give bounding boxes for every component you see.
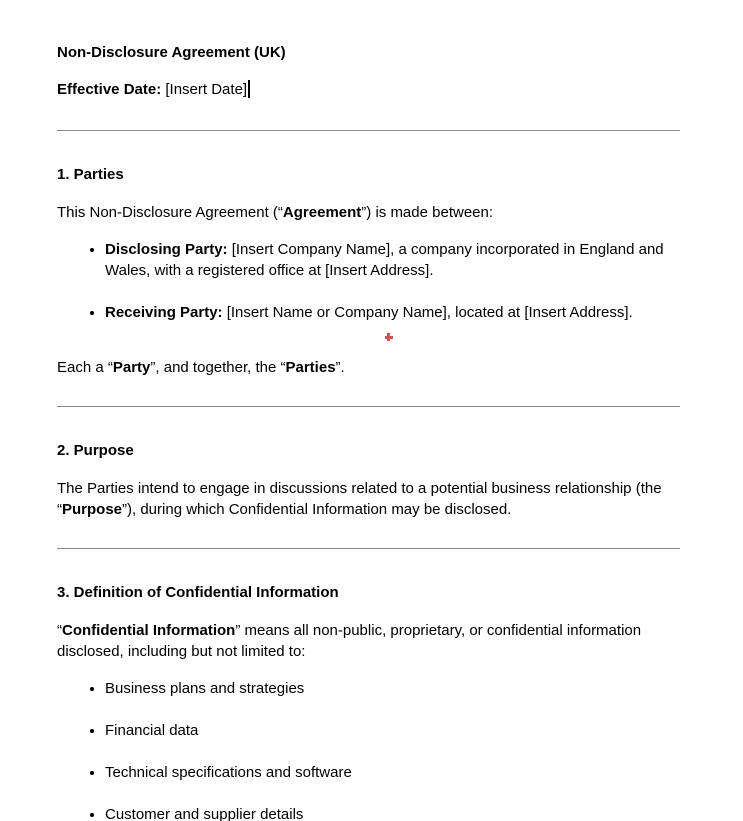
section-1-closing-text: Each a “Party”, and together, the “Parties”. [57, 359, 345, 376]
section-1-heading-text: 1. Parties [57, 166, 124, 183]
effective-date-line [57, 79, 680, 100]
section-3-body [57, 620, 680, 662]
list-item [105, 678, 672, 699]
plus-marker-icon [385, 333, 393, 341]
list-item [105, 720, 672, 741]
confidential-item-text: Business plans and strategies [105, 680, 305, 697]
section-3-heading [57, 582, 680, 603]
section-2-body [57, 478, 680, 520]
list-item [105, 762, 672, 783]
list-item [105, 302, 672, 323]
parties-list [57, 239, 680, 323]
receiving-party-text: Receiving Party: [Insert Name or Company Name], located at [Insert Address]. [105, 304, 633, 321]
document-title [57, 42, 680, 63]
section-divider [57, 130, 680, 131]
confidential-info-list [57, 678, 680, 821]
text-cursor [248, 80, 250, 98]
section-2-heading-text: 2. Purpose [57, 442, 134, 459]
section-1-intro [57, 202, 680, 223]
section-divider [57, 406, 680, 407]
confidential-item-text: Technical specifications and software [105, 764, 352, 781]
confidential-item-text: Financial data [105, 722, 199, 739]
document-title-text: Non-Disclosure Agreement (UK) [57, 44, 286, 61]
section-2-heading [57, 440, 680, 461]
effective-date-text: Effective Date: [Insert Date] [57, 81, 248, 98]
section-3-body-text: “Confidential Information” means all non-public, proprietary, or confidential information disclosed, including but not limited to: [57, 622, 642, 660]
section-3-heading-text: 3. Definition of Confidential Information [57, 584, 339, 601]
section-1-closing [57, 357, 680, 378]
plus-marker-line [57, 333, 680, 341]
section-1-intro-text: This Non-Disclosure Agreement (“Agreement”) is made between: [57, 204, 494, 221]
confidential-item-text: Customer and supplier details [105, 806, 304, 821]
list-item [105, 804, 672, 821]
list-item [105, 239, 672, 281]
section-2-body-text: The Parties intend to engage in discussions related to a potential business relationship (the “Purpose”), during which Confidential Information may be disclosed. [57, 480, 662, 518]
section-1-heading [57, 164, 680, 185]
disclosing-party-text: Disclosing Party: [Insert Company Name], a company incorporated in England and Wales, with a registered office at [Insert Address]. [105, 241, 664, 279]
section-divider [57, 548, 680, 549]
